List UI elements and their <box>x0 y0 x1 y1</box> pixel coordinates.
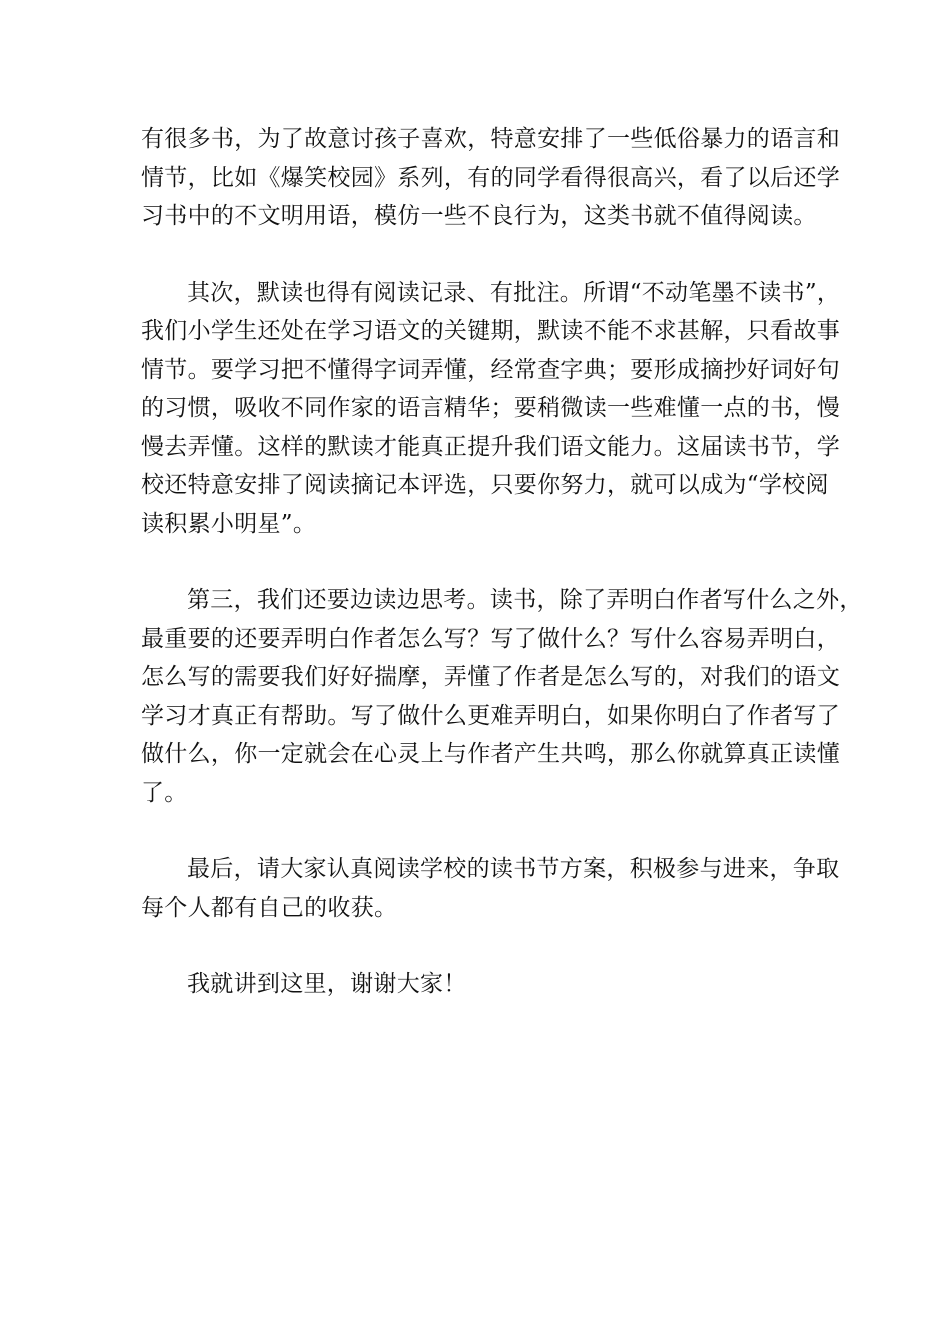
text-line: 做什么，你一定就会在心灵上与作者产生共鸣，那么你就算真正读懂 <box>141 741 840 767</box>
text-line: 其次，默读也得有阅读记录、有批注。所谓“不动笔墨不读书”， <box>187 279 841 306</box>
text-line: 读积累小明星”。 <box>141 510 317 537</box>
text-line: 慢去弄懂。这样的默读才能真正提升我们语文能力。这届读书节，学 <box>141 433 840 460</box>
text-line: 的习惯，吸收不同作家的语言精华；要稍微读一些难懂一点的书，慢 <box>141 395 840 421</box>
text-line: 情节。要学习把不懂得字词弄懂，经常查字典；要形成摘抄好词好句 <box>141 356 840 383</box>
text-line: 最重要的还要弄明白作者怎么写？写了做什么？写什么容易弄明白， <box>141 625 840 652</box>
text-line: 最后，请大家认真阅读学校的读书节方案，积极参与进来，争取 <box>187 856 840 882</box>
paragraph-5 <box>141 965 833 1004</box>
text-line: 有很多书，为了故意讨孩子喜欢，特意安排了一些低俗暴力的语言和 <box>141 126 840 152</box>
text-line: 了。 <box>141 779 188 806</box>
text-line: 第三，我们还要边读边思考。读书，除了弄明白作者写什么之外， <box>187 587 863 613</box>
paragraph-4 <box>141 850 840 927</box>
text-line: 习书中的不文明用语，模仿一些不良行为，这类书就不值得阅读。 <box>141 203 817 229</box>
text-line: 我就讲到这里，谢谢大家！ <box>187 971 467 997</box>
paragraph-2 <box>141 274 841 544</box>
text-line: 学习才真正有帮助。写了做什么更难弄明白，如果你明白了作者写了 <box>141 702 840 729</box>
paragraph-1 <box>141 120 840 236</box>
text-line: 每个人都有自己的收获。 <box>141 894 398 921</box>
text-line: 怎么写的需要我们好好揣摩，弄懂了作者是怎么写的，对我们的语文 <box>141 664 840 690</box>
text-line: 情节，比如《爆笑校园》系列，有的同学看得很高兴，看了以后还学 <box>141 164 840 191</box>
text-line: 校还特意安排了阅读摘记本评选，只要你努力，就可以成为“学校阅 <box>141 472 829 498</box>
paragraph-3 <box>141 581 863 812</box>
text-line: 我们小学生还处在学习语文的关键期，默读不能不求甚解，只看故事 <box>141 318 840 344</box>
document-body <box>141 120 863 1042</box>
